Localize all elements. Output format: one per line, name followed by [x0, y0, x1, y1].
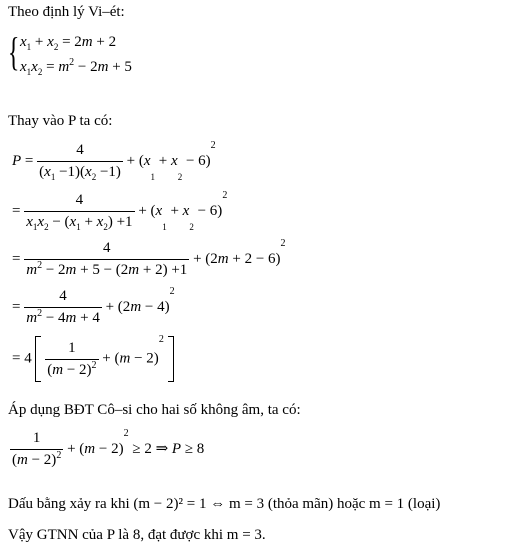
viet-product: $x_1x_2 = m^2 - 2m + 5$: [20, 57, 132, 77]
equality-condition: Dấu bằng xảy ra khi (m − 2)² = 1 ⇔ m = 3 (thỏa mãn) hoặc m = 1 (loại): [8, 496, 441, 512]
step-5: = 4 $\frac{1}{(m - 2)^2}$ + $(m - 2)^2$: [12, 336, 174, 382]
fraction: $\frac{1}{(m - 2)^2}$: [12, 430, 62, 468]
right-bracket: [168, 336, 174, 382]
cauchy-inequality: $\frac{1}{(m - 2)^2}$ + $(m - 2)^2 \ge 2$ ⇒ P ≥ 8: [12, 428, 205, 468]
heading-cauchy: Áp dụng BĐT Cô–si cho hai số không âm, ta có:: [8, 402, 301, 418]
fraction: $\frac{4}{x_1x_2 - (x_1 + x_2) +1}$: [26, 192, 133, 232]
fraction: $\frac{4}{(x_1 -1)(x_2 -1)}$: [39, 142, 121, 182]
heading-substitute: Thay vào P ta có:: [8, 113, 113, 129]
fraction: $\frac{4}{m^2 - 4m + 4}$: [26, 288, 100, 326]
heading-viet: Theo định lý Vi–ét:: [8, 4, 125, 20]
conclusion: Vậy GTNN của P là 8, đạt được khi m = 3.: [8, 527, 266, 543]
step-4: = $\frac{4}{m^2 - 4m + 4}$ + $(2m - 4)^2$: [12, 286, 175, 326]
fraction: $\frac{4}{m^2 - 2m + 5 - (2m + 2) +1}$: [26, 240, 188, 278]
step-1: P = $\frac{4}{(x_1 -1)(x_2 -1)}$ + $(x_1 + x_2 - 6)^2$: [12, 140, 216, 182]
step-2: = $\frac{4}{x_1x_2 - (x_1 + x_2) +1}$ + $(x_1 + x_2 - 6)^2$: [12, 190, 228, 232]
left-brace: {: [7, 29, 20, 74]
viet-sum: $x_1 + x_2 = 2m + 2$: [20, 34, 117, 52]
left-bracket: [35, 336, 41, 382]
fraction: $\frac{1}{(m - 2)^2}$: [47, 339, 97, 378]
step-3: = $\frac{4}{m^2 - 2m + 5 - (2m + 2) +1}$ + $(2m + 2 - 6)^2$: [12, 238, 286, 278]
